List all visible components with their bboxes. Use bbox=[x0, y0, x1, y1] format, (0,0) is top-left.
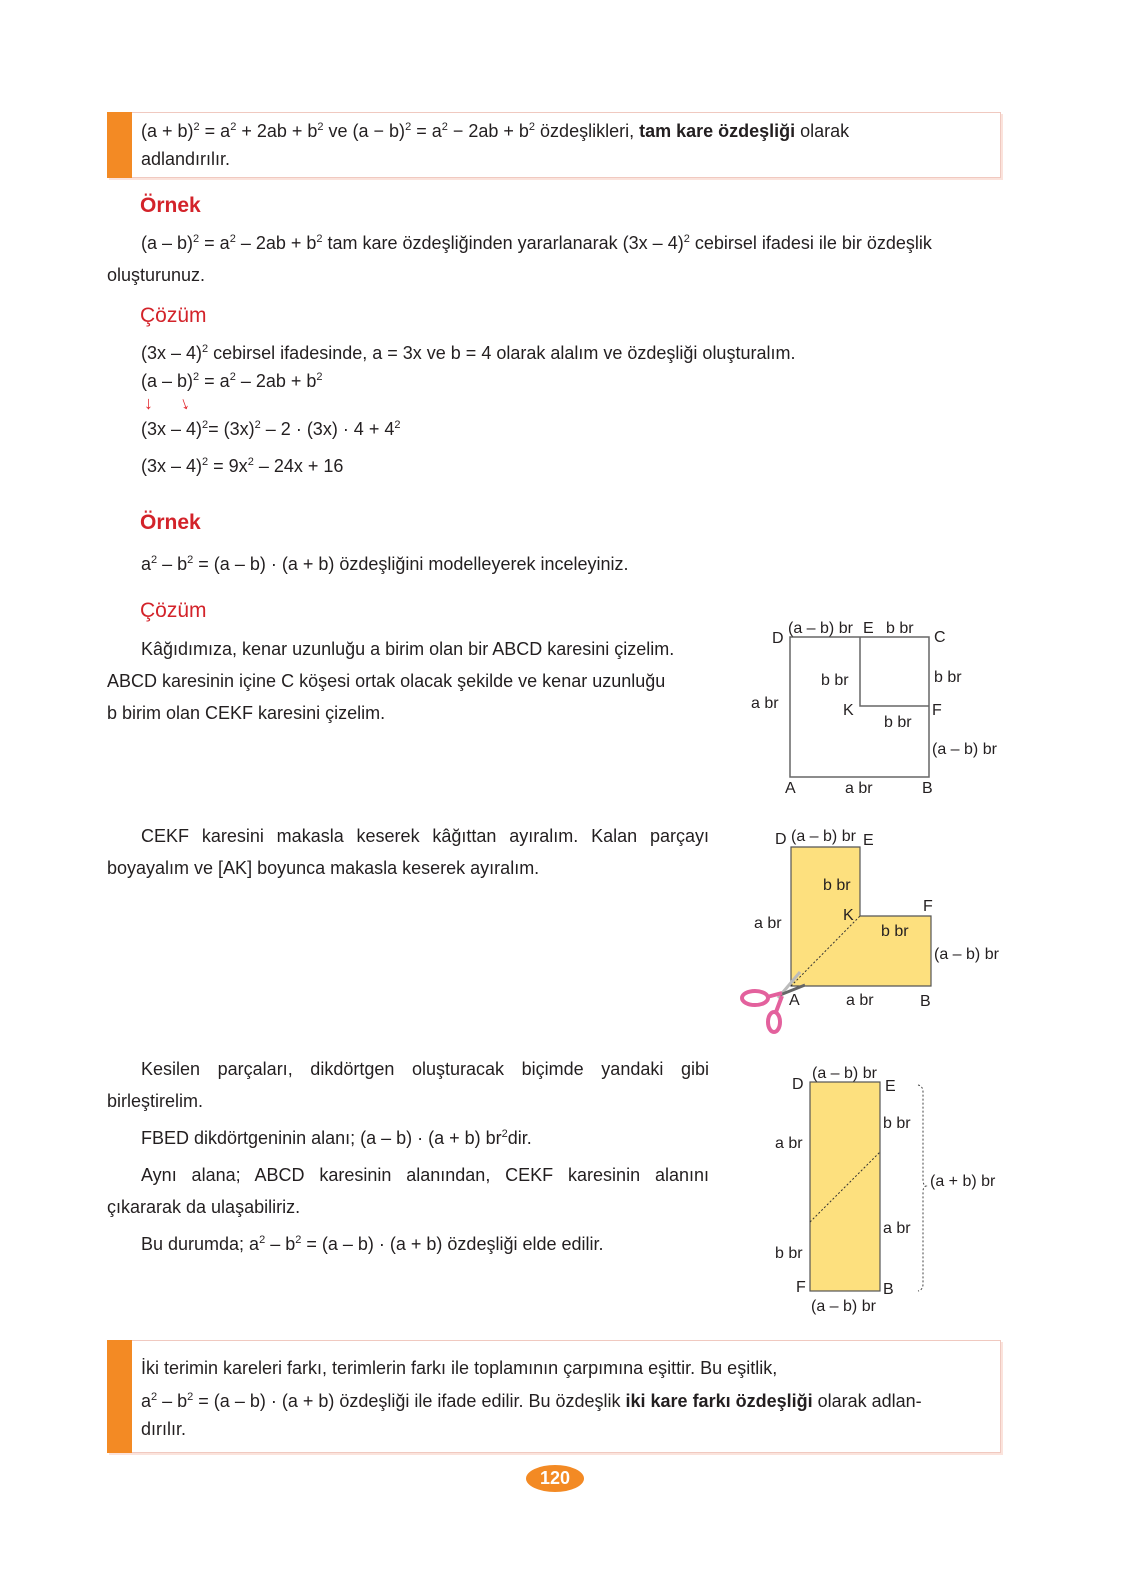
text-run: ve (a − b) bbox=[323, 121, 406, 141]
text-run: özdeşlikleri, bbox=[535, 121, 640, 141]
label-e: E bbox=[863, 832, 874, 849]
label-length: b br bbox=[884, 714, 912, 731]
text-run: − 2ab + b bbox=[447, 121, 529, 141]
label-length: (a – b) br bbox=[788, 620, 853, 637]
paragraph-line: Kesilen parçaları, dikdörtgen oluşturacak biçimde yandaki gibi bbox=[141, 1059, 709, 1079]
text-run: İki terimin kareleri farkı, terimlerin farkı ile toplamının çarpımına eşittir. Bu eşitlik, bbox=[141, 1358, 778, 1378]
text-run: (a + b) bbox=[141, 121, 194, 141]
exponent: 2 bbox=[187, 554, 194, 566]
exponent: 2 bbox=[247, 456, 254, 468]
text-run: = a bbox=[411, 121, 442, 141]
text-run: = (3x) bbox=[208, 419, 255, 439]
text-run: (3x – 4) bbox=[141, 343, 203, 363]
text-run: – b bbox=[157, 554, 188, 574]
exponent: 2 bbox=[441, 121, 448, 133]
label-length: (a – b) br bbox=[934, 946, 999, 963]
exponent: 2 bbox=[202, 419, 209, 431]
label-length: a br bbox=[846, 992, 874, 1009]
label-f: F bbox=[923, 898, 933, 915]
text-run: tam kare özdeşliğinden yararlanarak (3x – 4) bbox=[322, 233, 684, 253]
brace bbox=[918, 1085, 926, 1291]
exponent: 2 bbox=[230, 121, 237, 133]
label-c: C bbox=[934, 629, 946, 646]
example-heading: Örnek bbox=[140, 194, 201, 217]
label-d: D bbox=[792, 1076, 804, 1093]
text-run: (3x – 4) bbox=[141, 456, 203, 476]
label-length: (a – b) br bbox=[932, 741, 997, 758]
label-b: B bbox=[920, 993, 931, 1010]
label-e: E bbox=[863, 620, 874, 637]
label-length: b br bbox=[934, 669, 962, 686]
square-cekf bbox=[860, 637, 929, 706]
paragraph-line: Aynı alana; ABCD karesinin alanından, CEKF karesinin alanını bbox=[141, 1165, 709, 1185]
text-run: + 2ab + b bbox=[236, 121, 318, 141]
text-run: (3x – 4) bbox=[141, 419, 203, 439]
label-length: b br bbox=[881, 923, 909, 940]
text-run: – 24x + 16 bbox=[253, 456, 344, 476]
paragraph-line: ABCD karesinin içine C köşesi ortak olacak şekilde ve kenar uzunluğu bbox=[107, 671, 666, 691]
definition-line bbox=[141, 1390, 922, 1412]
text-run: adlandırılır. bbox=[141, 149, 231, 169]
label-f: F bbox=[932, 702, 942, 719]
label-a: A bbox=[785, 780, 796, 797]
paragraph-line: CEKF karesini makasla keserek kâğıttan ayıralım. Kalan parçayı bbox=[141, 826, 709, 846]
exponent: 2 bbox=[151, 554, 158, 566]
label-length: b br bbox=[821, 672, 849, 689]
exponent: 2 bbox=[316, 371, 323, 383]
exponent: 2 bbox=[317, 121, 324, 133]
text-run: cebirsel ifadesi ile bir özdeşlik bbox=[689, 233, 932, 253]
exponent: 2 bbox=[316, 233, 323, 245]
text-run: olarak adlan- bbox=[812, 1391, 922, 1411]
label-length: (a + b) br bbox=[930, 1173, 996, 1190]
exponent: 2 bbox=[151, 1391, 158, 1403]
definition-line bbox=[141, 1418, 186, 1440]
exponent: 2 bbox=[259, 1234, 266, 1246]
bold-term: iki kare farkı özdeşliği bbox=[625, 1391, 813, 1411]
exponent: 2 bbox=[193, 371, 200, 383]
bold-term: tam kare özdeşliği bbox=[639, 121, 796, 141]
exponent: 2 bbox=[405, 121, 412, 133]
accent-bar bbox=[107, 1340, 132, 1453]
label-k: K bbox=[843, 907, 854, 924]
label-length: (a – b) br bbox=[791, 828, 856, 845]
exponent: 2 bbox=[202, 456, 209, 468]
label-length: a br bbox=[883, 1220, 911, 1237]
definition-line bbox=[141, 1357, 777, 1379]
text-run: a bbox=[141, 1391, 152, 1411]
label-length: a br bbox=[754, 915, 782, 932]
label-d: D bbox=[772, 630, 784, 647]
exponent: 2 bbox=[394, 419, 401, 431]
text-run: – 2 · (3x) · 4 + 4 bbox=[260, 419, 395, 439]
paragraph-line: çıkararak da ulaşabiliriz. bbox=[107, 1197, 301, 1217]
text-run: Bu durumda; a bbox=[141, 1234, 260, 1254]
page-number: 120 bbox=[526, 1465, 584, 1492]
text-run: a bbox=[141, 554, 152, 574]
exponent: 2 bbox=[501, 1128, 508, 1140]
text-run: = a bbox=[199, 233, 230, 253]
text-run: = 9x bbox=[208, 456, 248, 476]
label-length: (a – b) br bbox=[811, 1298, 876, 1315]
arrow-down-icon: ↓ bbox=[176, 392, 192, 414]
exponent: 2 bbox=[229, 371, 236, 383]
text-run: cebirsel ifadesinde, a = 3x ve b = 4 olarak alalım ve özdeşliği oluşturalım. bbox=[208, 343, 796, 363]
exponent: 2 bbox=[528, 121, 536, 133]
example-heading: Örnek bbox=[140, 511, 201, 534]
label-d: D bbox=[775, 831, 787, 848]
text-run: = a bbox=[199, 121, 231, 141]
label-length: b br bbox=[886, 620, 914, 637]
paragraph-line: Kâğıdımıza, kenar uzunluğu a birim olan bir ABCD karesini çizelim. bbox=[141, 639, 675, 659]
label-length: a br bbox=[751, 695, 779, 712]
text-run: = a bbox=[199, 371, 230, 391]
exponent: 2 bbox=[193, 121, 200, 133]
text-run: = (a – b) · (a + b) özdeşliğini modelleyerek inceleyiniz. bbox=[193, 554, 629, 574]
label-length: b br bbox=[775, 1245, 803, 1262]
text-run: olarak bbox=[795, 121, 850, 141]
exponent: 2 bbox=[254, 419, 261, 431]
label-length: b br bbox=[823, 877, 851, 894]
paragraph-line: boyayalım ve [AK] boyunca makasla keserek ayıralım. bbox=[107, 858, 540, 878]
text-run: dir. bbox=[507, 1128, 532, 1148]
text-run: dırılır. bbox=[141, 1419, 187, 1439]
label-length: b br bbox=[883, 1115, 911, 1132]
label-b: B bbox=[922, 780, 933, 797]
label-e: E bbox=[885, 1078, 896, 1095]
text-run: (a – b) bbox=[141, 371, 194, 391]
label-length: (a – b) br bbox=[812, 1065, 877, 1082]
label-f: F bbox=[796, 1279, 806, 1296]
arrow-down-icon: ↓ bbox=[144, 393, 153, 413]
paragraph-line: b birim olan CEKF karesini çizelim. bbox=[107, 703, 386, 723]
figure-rectangle-fbed bbox=[810, 1082, 926, 1291]
paragraph-line: birleştirelim. bbox=[107, 1091, 204, 1111]
text-run: FBED dikdörtgeninin alanı; (a – b) · (a + b) br bbox=[141, 1128, 502, 1148]
solution-heading: Çözüm bbox=[140, 304, 207, 327]
text-run: – b bbox=[265, 1234, 296, 1254]
example-text: oluşturunuz. bbox=[107, 265, 206, 285]
exponent: 2 bbox=[683, 233, 690, 245]
solution-heading: Çözüm bbox=[140, 599, 207, 622]
text-run: – 2ab + b bbox=[235, 371, 317, 391]
exponent: 2 bbox=[229, 233, 236, 245]
label-k: K bbox=[843, 702, 854, 719]
figure-square-abcd bbox=[790, 637, 929, 777]
label-a: A bbox=[789, 992, 800, 1009]
exponent: 2 bbox=[193, 233, 200, 245]
exponent: 2 bbox=[202, 343, 209, 355]
exponent: 2 bbox=[295, 1234, 302, 1246]
label-length: a br bbox=[775, 1135, 803, 1152]
exponent: 2 bbox=[187, 1391, 194, 1403]
text-run: (a – b) bbox=[141, 233, 194, 253]
text-run: = (a – b) · (a + b) özdeşliği ile ifade edilir. Bu özdeşlik bbox=[193, 1391, 626, 1411]
label-b: B bbox=[883, 1281, 894, 1298]
label-length: a br bbox=[845, 780, 873, 797]
text-run: = (a – b) · (a + b) özdeşliği elde edilir. bbox=[301, 1234, 604, 1254]
text-run: – 2ab + b bbox=[235, 233, 317, 253]
text-run: – b bbox=[157, 1391, 188, 1411]
